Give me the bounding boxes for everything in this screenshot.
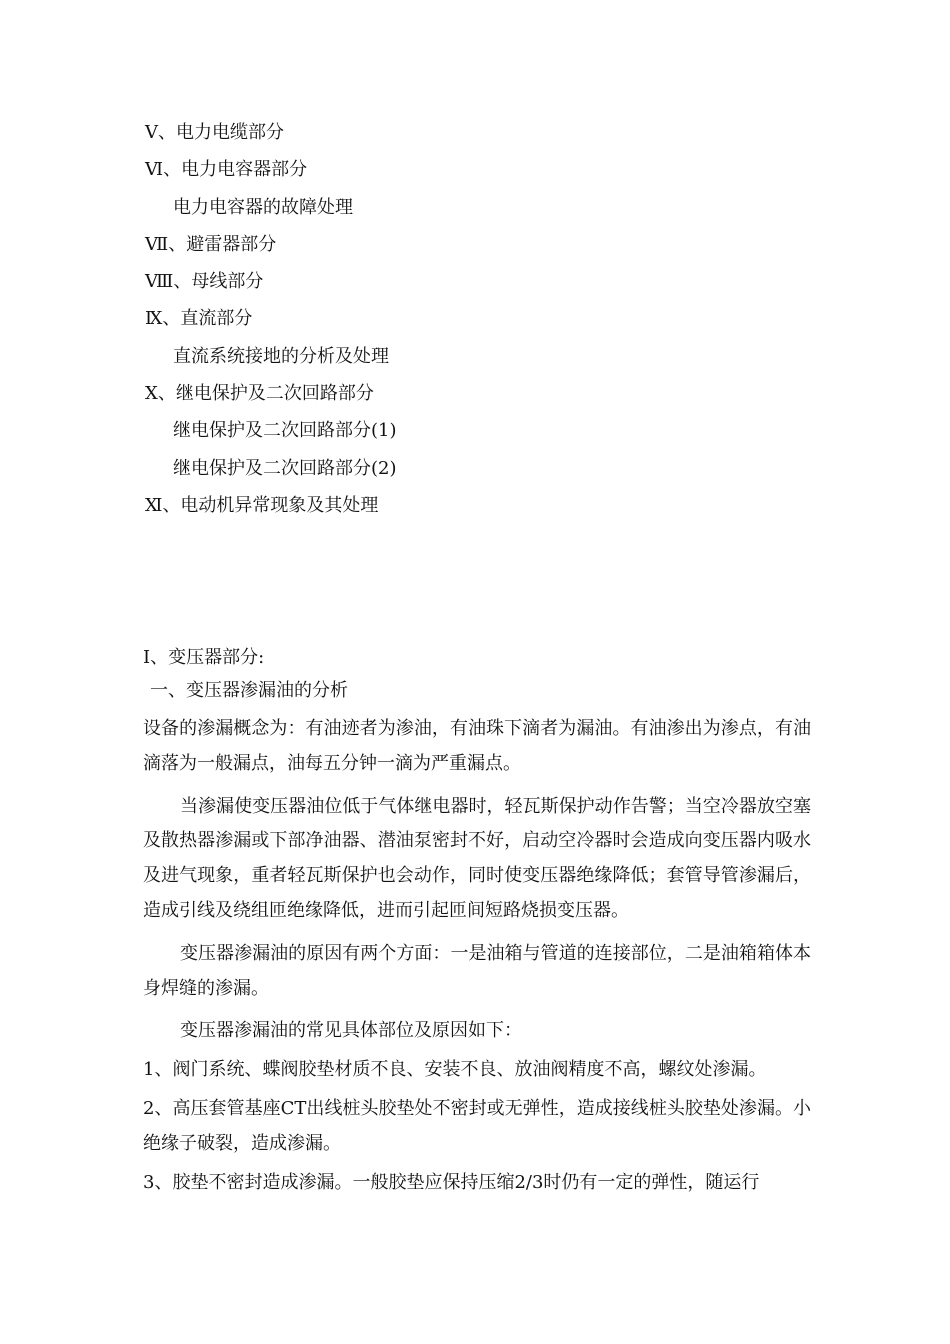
toc-entry[interactable]: Ⅵ、电力电容器部分 bbox=[145, 159, 308, 181]
toc-subentry[interactable]: 电力电容器的故障处理 bbox=[173, 196, 353, 218]
toc-entry[interactable]: Ⅶ、避雷器部分 bbox=[145, 233, 277, 255]
paragraph: 当渗漏使变压器油位低于气体继电器时，轻瓦斯保护动作告警；当空冷器放空塞及散热器渗漏或下部净油器、潜油泵密封不好，启动空冷器时会造成向变压器内吸水及进气现象，重者轻瓦斯保护也会动作，同时使变压器绝缘降低；套管导管渗漏后，造成引线及绕组匝绝缘降低，进而引起匝间短路烧损变压器。 bbox=[143, 795, 811, 921]
paragraph: 设备的渗漏概念为：有油迹者为渗油，有油珠下滴者为漏油。有油渗出为渗点，有油滴落为一般漏点，油每五分钟一滴为严重漏点。 bbox=[143, 718, 811, 774]
toc-subentry[interactable]: 直流系统接地的分析及处理 bbox=[173, 345, 389, 367]
list-item: 3、胶垫不密封造成渗漏。一般胶垫应保持压缩2/3时仍有一定的弹性，随运行 bbox=[143, 1171, 760, 1193]
paragraph: 变压器渗漏油的常见具体部位及原因如下： bbox=[180, 1020, 522, 1042]
toc-entry[interactable]: Ⅴ、电力电缆部分 bbox=[145, 122, 284, 143]
table-of-contents bbox=[145, 118, 825, 528]
list-item: 1、阀门系统、蝶阀胶垫材质不良、安装不良、放油阀精度不高，螺纹处渗漏。 bbox=[143, 1059, 767, 1081]
section-title: I、变压器部分: bbox=[143, 647, 265, 668]
toc-subentry[interactable]: 继电保护及二次回路部分(2) bbox=[173, 457, 397, 479]
toc-entry[interactable]: Ⅺ、电动机异常现象及其处理 bbox=[145, 494, 379, 516]
section-body bbox=[143, 643, 811, 1200]
toc-entry[interactable]: Ⅹ、继电保护及二次回路部分 bbox=[145, 383, 374, 405]
section-subtitle: 一、变压器渗漏油的分析 bbox=[150, 680, 348, 701]
list-item: 2、高压套管基座CT出线桩头胶垫处不密封或无弹性，造成接线桩头胶垫处渗漏。小绝缘子破裂，造成渗漏。 bbox=[143, 1097, 811, 1154]
toc-entry[interactable]: Ⅷ、母线部分 bbox=[145, 271, 264, 293]
paragraph: 变压器渗漏油的原因有两个方面：一是油箱与管道的连接部位，二是油箱箱体本身焊缝的渗漏。 bbox=[143, 942, 811, 999]
toc-entry[interactable]: Ⅸ、直流部分 bbox=[145, 308, 253, 330]
toc-subentry[interactable]: 继电保护及二次回路部分(1) bbox=[173, 420, 397, 442]
